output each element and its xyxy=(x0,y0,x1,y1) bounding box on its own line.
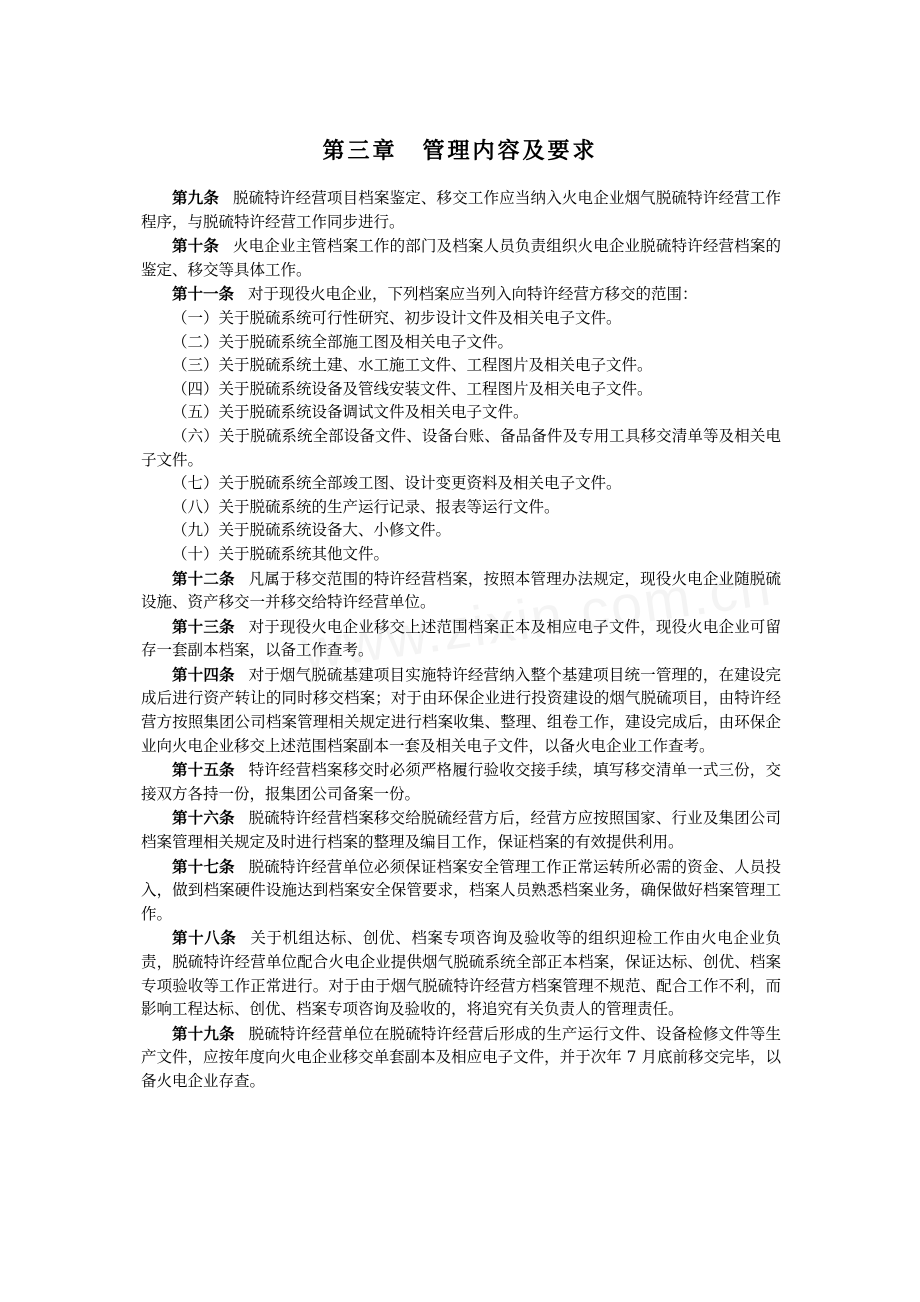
list-item: （三）关于脱硫系统土建、水工施工文件、工程图片及相关电子文件。 xyxy=(172,356,653,375)
article xyxy=(141,758,781,806)
list-item: （六）关于脱硫系统全部设备文件、设备台账、备品备件及专用工具移交清单等及相关电子文件。 xyxy=(141,426,781,469)
article xyxy=(141,234,781,282)
article-number: 第十五条 xyxy=(172,760,235,780)
article xyxy=(141,663,781,758)
article xyxy=(141,926,781,1021)
article-text: 脱硫特许经营单位必须保证档案安全管理工作正常运转所必需的资金、人员投入，做到档案硬件设施达到档案安全保管要求，档案人员熟悉档案业务，确保做好档案管理工作。 xyxy=(141,857,781,923)
article xyxy=(141,615,781,663)
article-text: 关于机组达标、创优、档案专项咨询及验收等的组织迎检工作由火电企业负责，脱硫特许经营单位配合火电企业提供烟气脱硫系统全部正本档案，保证达标、创优、档案专项验收等工作正常进行。对于由于烟气脱硫特许经营方档案管理不规范、配合工作不利，而影响工程达标、创优、档案专项咨询及验收的，将追究有关负责人的管理责任。 xyxy=(141,929,781,1019)
list-item: （十）关于脱硫系统其他文件。 xyxy=(172,544,390,563)
article xyxy=(141,567,781,615)
article-number: 第十一条 xyxy=(172,284,235,304)
chapter-title: 第三章 管理内容及要求 xyxy=(322,138,598,164)
article xyxy=(141,1022,781,1094)
document-body xyxy=(141,186,781,1094)
article xyxy=(141,282,781,307)
article-text: 对于现役火电企业，下列档案应当列入向特许经营方移交的范围： xyxy=(247,285,698,304)
list-item: （五）关于脱硫系统设备调试文件及相关电子文件。 xyxy=(172,403,529,422)
article-number: 第十三条 xyxy=(172,616,235,636)
list-item: （二）关于脱硫系统全部施工图及相关电子文件。 xyxy=(172,332,514,351)
article-text: 脱硫特许经营项目档案鉴定、移交工作应当纳入火电企业烟气脱硫特许经营工作程序，与脱硫特许经营工作同步进行。 xyxy=(141,189,781,231)
article-number: 第十条 xyxy=(172,236,219,256)
article-text: 脱硫特许经营档案移交给脱硫经营方后，经营方应按照国家、行业及集团公司档案管理相关规定及时进行档案的整理及编目工作，保证档案的有效提供利用。 xyxy=(141,809,781,852)
list-item: （四）关于脱硫系统设备及管线安装文件、工程图片及相关电子文件。 xyxy=(172,379,653,398)
article-text: 凡属于移交范围的特许经营档案，按照本管理办法规定，现役火电企业随脱硫设施、资产移交一并移交给特许经营单位。 xyxy=(141,569,781,612)
article-number: 第十四条 xyxy=(172,664,235,684)
article-number: 第十二条 xyxy=(172,568,235,588)
article xyxy=(141,855,781,927)
article-number: 第十九条 xyxy=(172,1023,235,1043)
article xyxy=(141,806,781,854)
article xyxy=(141,186,781,234)
article-number: 第十七条 xyxy=(172,856,235,876)
list-item: （八）关于脱硫系统的生产运行记录、报表等运行文件。 xyxy=(172,497,560,516)
article-text: 对于烟气脱硫基建项目实施特许经营纳入整个基建项目统一管理的，在建设完成后进行资产转让的同时移交档案；对于由环保企业进行投资建设的烟气脱硫项目，由特许经营方按照集团公司档案管理相关规定进行档案收集、整理、组卷工作，建设完成后，由环保企业向火电企业移交上述范围档案副本一套及相关电子文件，以备火电企业工作查考。 xyxy=(141,665,781,755)
article-number: 第十六条 xyxy=(172,808,235,828)
list-item: （一）关于脱硫系统可行性研究、初步设计文件及相关电子文件。 xyxy=(172,308,622,327)
article-text: 对于现役火电企业移交上述范围档案正本及相应电子文件，现役火电企业可留存一套副本档案，以备工作查考。 xyxy=(141,617,781,660)
article-text: 火电企业主管档案工作的部门及档案人员负责组织火电企业脱硫特许经营档案的鉴定、移交等具体工作。 xyxy=(141,237,781,279)
article-text: 特许经营档案移交时必须严格履行验收交接手续，填写移交清单一式三份，交接双方各持一份，报集团公司备案一份。 xyxy=(141,761,781,803)
list-item: （九）关于脱硫系统设备大、小修文件。 xyxy=(172,521,452,540)
list-item: （七）关于脱硫系统全部竣工图、设计变更资料及相关电子文件。 xyxy=(172,474,622,493)
article-number: 第九条 xyxy=(172,188,219,207)
article-text: 脱硫特许经营单位在脱硫特许经营后形成的生产运行文件、设备检修文件等生产文件，应按年度向火电企业移交单套副本及相应电子文件，并于次年 7 月底前移交完毕，以备火电企业存查。 xyxy=(141,1024,781,1090)
article-number: 第十八条 xyxy=(172,928,237,948)
